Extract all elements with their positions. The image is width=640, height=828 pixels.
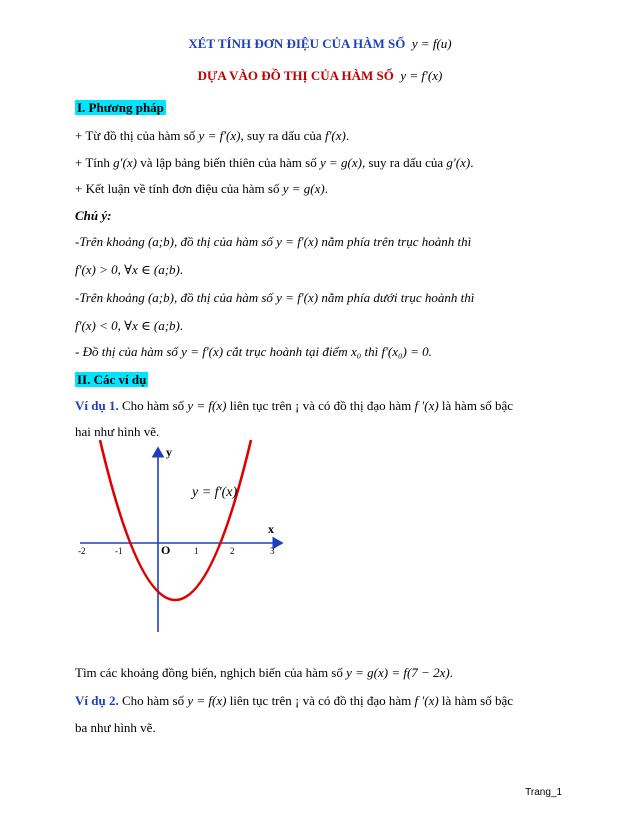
subtitle-math: y = f′(x): [400, 68, 443, 83]
method-item-2: [75, 155, 473, 171]
text: liên tục trên ¡ và có đồ thị đạo hàm: [226, 398, 415, 413]
text: , đồ thị của hàm số: [173, 290, 277, 305]
text: cắt trục hoành tại điểm: [223, 344, 351, 359]
math: f′(x₀) = 0: [381, 344, 429, 359]
derivative-graph: [70, 440, 300, 640]
text: .: [179, 262, 184, 277]
math: g′(x): [446, 155, 471, 170]
text: và lập bảng biến thiên của hàm số: [136, 155, 320, 170]
tick-label: 3: [270, 546, 275, 556]
text: liên tục trên ¡ và có đồ thị đạo hàm: [226, 693, 415, 708]
method-item-3: [75, 181, 328, 197]
origin-label: O: [161, 543, 171, 557]
math: f ′(x): [414, 398, 439, 413]
text: + Kết luận về tính đơn điệu của hàm số: [75, 181, 283, 196]
title-text: XÉT TÍNH ĐƠN ĐIỆU CỦA HÀM SỐ: [188, 36, 406, 51]
text: + Tính: [75, 155, 114, 170]
example-2: [75, 693, 513, 709]
page-subtitle: [0, 68, 640, 84]
text: thì: [361, 344, 382, 359]
section1-heading: [75, 100, 166, 116]
example-1-cont: hai như hình vẽ.: [75, 424, 160, 439]
title-math: y = f(u): [411, 36, 452, 51]
text: là hàm số bậc: [438, 693, 514, 708]
text: -Trên khoảng: [75, 234, 148, 249]
math: y = f′(x): [276, 290, 319, 305]
math: f′(x) < 0, ∀x ∈ (a;b): [75, 318, 180, 333]
text: .: [470, 155, 474, 170]
math: y = f′(x): [198, 128, 241, 143]
page-title: [0, 36, 640, 52]
note-1-cont: [75, 262, 183, 278]
note-1: [75, 234, 471, 250]
section2-heading-text: II. Các ví dụ: [77, 372, 147, 387]
note-2: [75, 290, 474, 306]
text: , đồ thị của hàm số: [173, 234, 277, 249]
text: , suy ra dấu của: [240, 128, 325, 143]
text: là hàm số bậc: [438, 398, 514, 413]
x-axis-label: x: [268, 522, 274, 536]
text: .: [179, 318, 184, 333]
math: y = g(x): [282, 181, 325, 196]
math: y = f(x): [187, 693, 227, 708]
math: f ′(x): [414, 693, 439, 708]
text: - Đồ thị của hàm số: [75, 344, 182, 359]
text: .: [428, 344, 432, 359]
curve-label: y = f′(x): [192, 485, 238, 500]
text: Cho hàm số: [118, 398, 188, 413]
math: f′(x) > 0, ∀x ∈ (a;b): [75, 262, 180, 277]
math: (a;b): [147, 234, 174, 249]
text: + Từ đồ thị của hàm số: [75, 128, 199, 143]
section2-heading: [75, 372, 148, 388]
tick-label: 1: [194, 546, 199, 556]
math: y = g(x): [319, 155, 362, 170]
tick-label: -2: [78, 546, 86, 556]
math: x₀: [350, 344, 362, 359]
text: Cho hàm số: [118, 693, 188, 708]
tick-label: -1: [115, 546, 123, 556]
section1-heading-text: I. Phương pháp: [77, 100, 164, 115]
tick-label: 2: [230, 546, 235, 556]
note-title: Chú ý:: [75, 208, 112, 223]
text: nằm phía trên trục hoành thì: [318, 234, 472, 249]
text: -Trên khoảng: [75, 290, 148, 305]
method-item-1: [75, 128, 349, 144]
math: y = f(x): [187, 398, 227, 413]
text: .: [449, 665, 453, 680]
example-1: [75, 398, 513, 414]
math: y = g(x) = f(7 − 2x): [346, 665, 450, 680]
math: y = f′(x): [181, 344, 224, 359]
example-2-cont: ba như hình vẽ.: [75, 720, 156, 735]
page-number: Trang_1: [525, 787, 562, 798]
math: g′(x): [113, 155, 137, 170]
text: Tìm các khoảng đồng biến, nghịch biến của hàm số: [75, 665, 347, 680]
text: .: [324, 181, 328, 196]
y-axis-label: y: [166, 445, 172, 459]
example-label: Ví dụ 1.: [75, 398, 119, 413]
parabola-curve: [100, 440, 251, 600]
subtitle-text: DỰA VÀO ĐỒ THỊ CỦA HÀM SỐ: [197, 68, 394, 83]
example-label: Ví dụ 2.: [75, 693, 119, 708]
math: (a;b): [147, 290, 174, 305]
math: y = f′(x): [276, 234, 319, 249]
math: f′(x): [324, 128, 346, 143]
text: , suy ra dấu của: [361, 155, 447, 170]
text: nằm phía dưới trục hoành thì: [318, 290, 475, 305]
note-3: [75, 344, 432, 360]
note-2-cont: [75, 318, 183, 334]
question-1: [75, 665, 453, 681]
text: .: [345, 128, 350, 143]
